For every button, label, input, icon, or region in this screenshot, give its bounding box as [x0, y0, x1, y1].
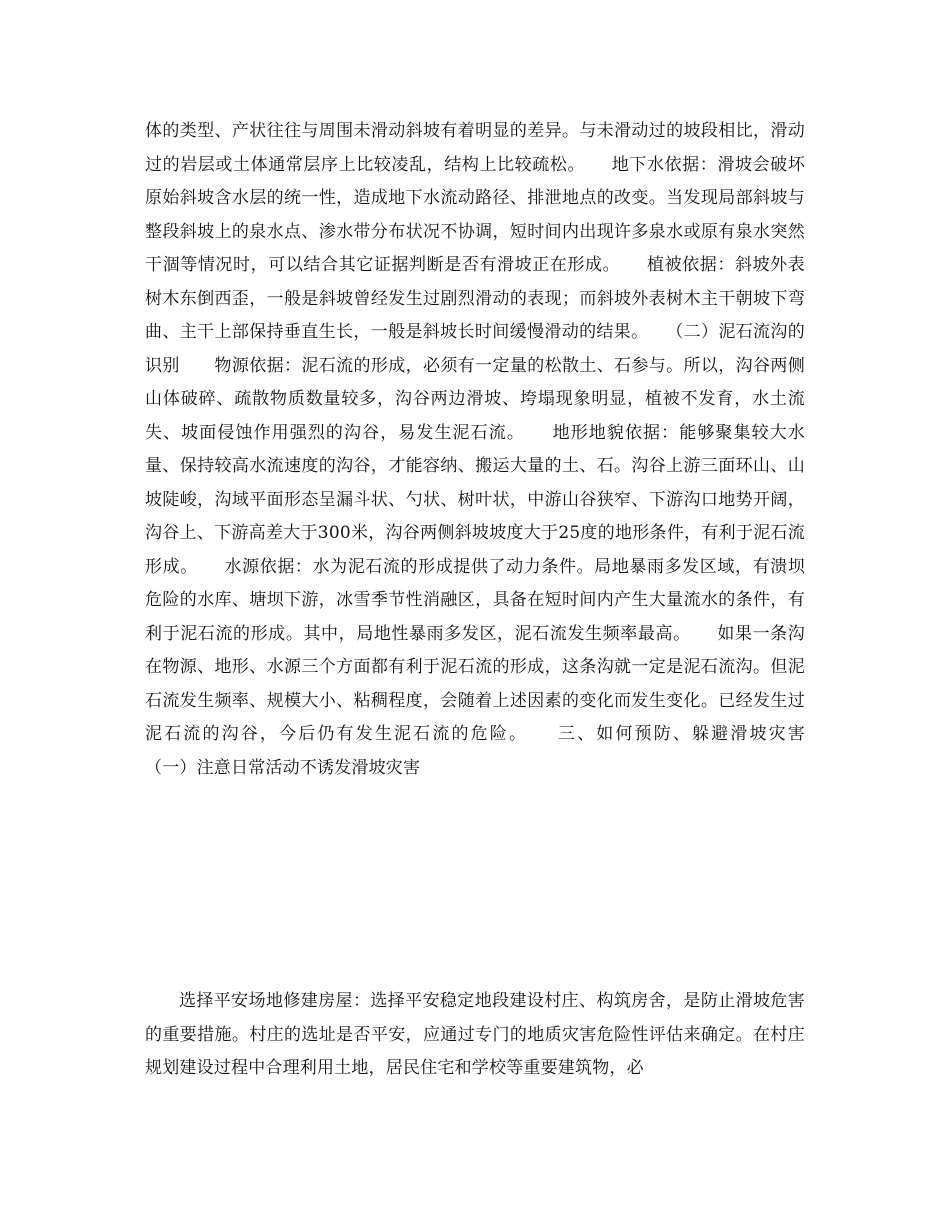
body-paragraph-1: 体的类型、产状往往与周围未滑动斜坡有着明显的差异。与未滑动过的坡段相比，滑动过的岩层或土体通常层序上比较凌乱，结构上比较疏松。 地下水依据：滑坡会破坏原始斜坡含水层的统一性，造成地下水流动路径、排泄地点的改变。当发现局部斜坡与整段斜坡上的泉水点、渗水带分布状况不协调，短时间内出现许多泉水或原有泉水突然干涸等情况时，可以结合其它证据判断是否有滑坡正在形成。 植被依据：斜坡外表树木东倒西歪，一般是斜坡曾经发生过剧烈滑动的表现；而斜坡外表树木主干朝坡下弯曲、主干上部保持垂直生长，一般是斜坡长时间缓慢滑动的结果。 （二）泥石流沟的识别 物源依据：泥石流的形成，必须有一定量的松散土、石参与。所以，沟谷两侧山体破碎、疏散物质数量较多，沟谷两边滑坡、垮塌现象明显，植被不发育，水土流失、坡面侵蚀作用强烈的沟谷，易发生泥石流。 地形地貌依据：能够聚集较大水量、保持较高水流速度的沟谷，才能容纳、搬运大量的土、石。沟谷上游三面环山、山坡陡峻，沟域平面形态呈漏斗状、勺状、树叶状，中游山谷狭窄、下游沟口地势开阔，沟谷上、下游高差大于300米，沟谷两侧斜坡坡度大于25度的地形条件，有利于泥石流形成。 水源依据：水为泥石流的形成提供了动力条件。局地暴雨多发区域，有溃坝危险的水库、塘坝下游，冰雪季节性消融区，具备在短时间内产生大量流水的条件，有利于泥石流的形成。其中，局地性暴雨多发区，泥石流发生频率最高。 如果一条沟在物源、地形、水源三个方面都有利于泥石流的形成，这条沟就一定是泥石流沟。但泥石流发生频率、规模大小、粘稠程度，会随着上述因素的变化而发生变化。已经发生过泥石流的沟谷，今后仍有发生泥石流的危险。 三、如何预防、躲避滑坡灾害 （一）注意日常活动不诱发滑坡灾害 [145, 121, 840, 778]
body-paragraph-2: 选择平安场地修建房屋：选择平安稳定地段建设村庄、构筑房舍，是防止滑坡危害的重要措施。村庄的选址是否平安，应通过专门的地质灾害危险性评估来确定。在村庄规划建设过程中合理利用土地，居民住宅和学校等重要建筑物，必 [145, 991, 805, 1078]
